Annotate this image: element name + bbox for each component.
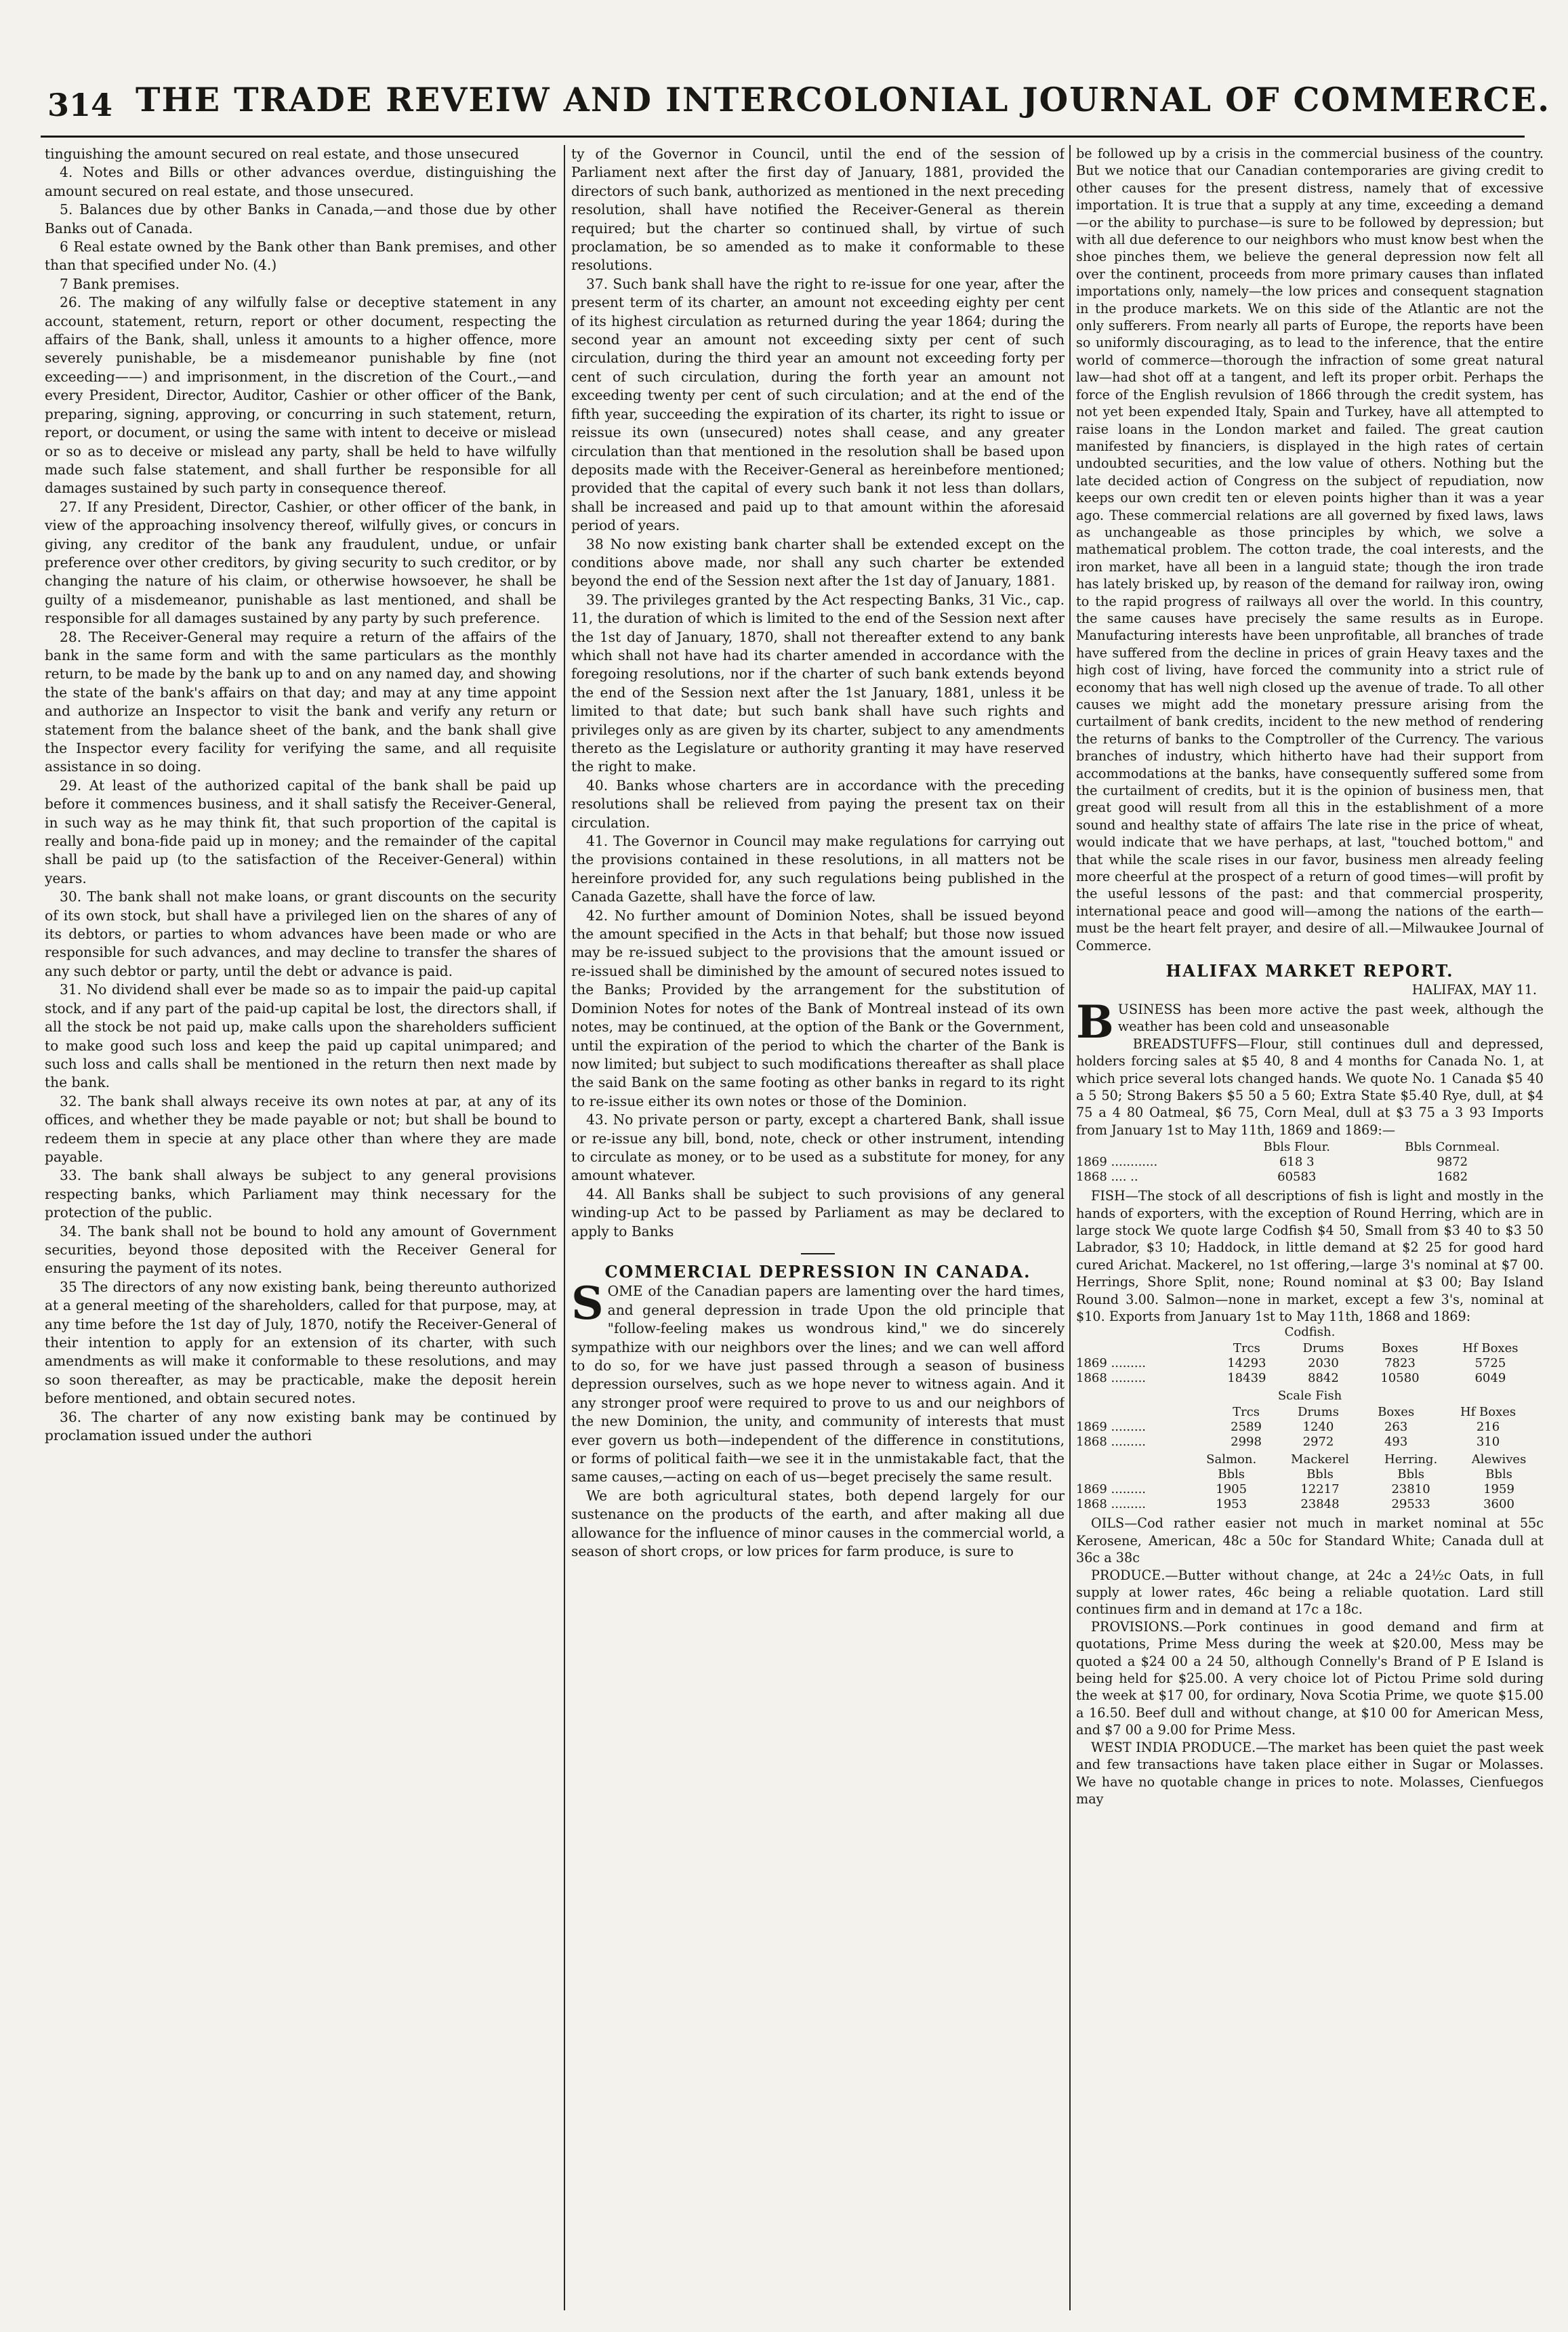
market-dateline: HALIFAX, MAY 11. <box>1411 981 1537 998</box>
paragraph: PRODUCE.—Butter without change, at 24c a 24½c Oats, in full supply at lower rates, 46c being a reliable quotation. Lard still continues firm and in demand at 17c a 18c. <box>1076 1567 1544 1618</box>
codfish-exports-table <box>1076 1341 1544 1386</box>
paragraph: 5. Balances due by other Banks in Canada,—and those due by other Banks out of Canada. <box>45 201 556 237</box>
scalefish-exports-table <box>1076 1405 1544 1450</box>
paragraph: 32. The bank shall always receive its own notes at par, at any of its offices, and whether they be made payable or not; but shall be bound to redeem them in specie at any place other than where they are made payable. <box>45 1092 556 1165</box>
paragraph: 36. The charter of any now existing bank may be continued by proclamation issued under the authori <box>45 1408 556 1444</box>
table-header <box>1076 1405 1544 1420</box>
paragraph: 27. If any President, Director, Cashier, or other officer of the bank, in view of the approaching insolvency thereof, wilfully gives, or concurs in giving, any creditor of the bank any fraudulent, undue, or unfair preference over other creditors, by giving security to such creditor, or by changing the nature of his claim, or otherwise howsoever, he shall be guilty of a misdemeanor, punishable as last mentioned, and shall be responsible for all damages sustained by any party by such preference. <box>45 498 556 627</box>
salmon-mackerel-table <box>1076 1452 1544 1512</box>
paragraph: BREADSTUFFS—Flour, still continues dull and depressed, holders forcing sales at $5 40, 8 and 4 months for Canada No. 1, at which price several lots changed hands. We quote No. 1 Canada $5 40 a 5 50; Strong Bakers $5 50 a 5 60; Extra State $5.40 Rye, dull, at $4 75 a 4 80 Oatmeal, $6 75, Corn Meal, dull at $3 75 a 3 93 Imports from January 1st to May 11th, 1869 and 1869:— <box>1076 1036 1544 1138</box>
header-cell <box>1076 1405 1215 1420</box>
table-cell: 1869 ......... <box>1076 1420 1147 1435</box>
header-cell: Hf Boxes <box>1460 1405 1517 1420</box>
table-cell: 310 <box>1476 1435 1500 1450</box>
table-caption: Scale Fish <box>1277 1389 1342 1404</box>
table-header <box>1076 1452 1544 1467</box>
column-1 <box>45 145 556 2310</box>
flour-imports-table <box>1076 1140 1544 1185</box>
table-cell: 1953 <box>1216 1497 1247 1512</box>
table-row <box>1076 1435 1544 1450</box>
table-cell: 1868 ......... <box>1076 1371 1147 1386</box>
paragraph: 30. The bank shall not make loans, or grant discounts on the security of its own stock, but shall have a privileged lien on the shares of any of its debtors, or parties to whom advances have been made or who are responsible for such advances, and may decline to transfer the shares of any such debtor or party, until the debt or advance is paid. <box>45 888 556 979</box>
paragraph: ty of the Governor in Council, until the end of the session of Parliament next after the first day of January, 1881, provided the directors of such bank, authorized as mentioned in the next preceding resolution, shall have notified the Receiver-General as therein required; but the charter so continued shall, by virtue of such proclamation, be so amended as to make it conformable to these resolutions. <box>571 146 1065 274</box>
table-caption: Codfish. <box>1284 1325 1336 1340</box>
paragraph: OILS—Cod rather easier not much in market nominal at 55c Kerosene, American, 48c a 50c for Standard White; Canada dull at 36c a 38c <box>1076 1515 1544 1566</box>
table-cell: 6049 <box>1474 1371 1506 1386</box>
header-cell: Bbls <box>1218 1467 1245 1482</box>
paragraph: 31. No dividend shall ever be made so as to impair the paid-up capital stock, and if any part of the paid-up capital be lost, the directors shall, if all the stock be not paid up, make calls upon the shareholders sufficient to make good such loss and keep the paid up capital unimpared; and such loss and calls shall be mentioned in the return then next made by the bank. <box>45 981 556 1091</box>
header-cell: Herring. <box>1384 1452 1438 1467</box>
header-cell: Alewives <box>1471 1452 1527 1467</box>
header-cell <box>1076 1467 1191 1482</box>
page-header <box>41 80 1551 134</box>
header-cell: Hf Boxes <box>1462 1341 1519 1356</box>
header-cell <box>1076 1452 1191 1467</box>
section-rule <box>801 1253 835 1254</box>
paragraph: 28. The Receiver-General may require a return of the affairs of the bank in the same form and with the same particulars as the monthly return, to be made by the bank up to and on any named day, and showing the state of the bank's affairs on that day; and may at any time appoint and authorize an Inspector to visit the bank and verify any return or statement from the balance sheet of the bank, and the bank shall give the Inspector every facility for verifying the same, and all requisite assistance in so doing. <box>45 628 556 775</box>
table-cell: 14293 <box>1227 1356 1266 1371</box>
header-cell: Salmon. <box>1206 1452 1257 1467</box>
table-cell: 23810 <box>1391 1482 1430 1497</box>
table-cell: 10580 <box>1380 1371 1420 1386</box>
table-cell: 1868 ......... <box>1076 1497 1147 1512</box>
column-2 <box>571 145 1065 2310</box>
table-cell: 2030 <box>1308 1356 1339 1371</box>
paragraph-text: OME of the Canadian papers are lamenting over the hard times, and general depression in trade Upon the old principle that "follow-feeling makes us wondrous kind," we do sincerely sympathize with our neighbors over the lines; and we can well afford to do so, for we have just passed through a season of business depression ourselves, such as we hope never to witness again. And it any stronger proof were required to prove to us and our neighbors of the new Dominion, the unity, and community of interests that must ever govern us both—independent of the difference in constitutions, or forms of political faith—we see it in the unmistakable fact, that the same causes,—acting on each of us—beget precisely the same result. <box>571 1283 1065 1486</box>
column-3 <box>1076 145 1544 2310</box>
table-row <box>1076 1356 1544 1371</box>
table-cell: 5725 <box>1474 1356 1506 1371</box>
table-cell: 1959 <box>1483 1482 1514 1497</box>
table-row <box>1076 1497 1544 1512</box>
table-cell: 29533 <box>1391 1497 1430 1512</box>
table-cell: 216 <box>1476 1420 1500 1435</box>
market-heading: HALIFAX MARKET REPORT. <box>1165 961 1454 981</box>
table-cell: 2998 <box>1231 1435 1262 1450</box>
paragraph: We are both agricultural states, both depend largely for our sustenance on the products of the earth, and after making all due allowance for the influence of minor causes in the commercial world, a season of short crops, or low prices for farm produce, is sure to <box>571 1487 1065 1560</box>
header-cell: Bbls <box>1306 1467 1334 1482</box>
paragraph: 26. The making of any wilfully false or deceptive statement in any account, statement, return, report or other document, respecting the affairs of the Bank, shall, unless it amounts to a higher offence, more severely punishable, be a misdemeanor punishable by fine (not exceeding——) and imprisonment, in the discretion of the Court.,—and every President, Director, Auditor, Cashier or other officer of the Bank, preparing, signing, approving, or concurring in such statement, return, report, or document, or using the same with intent to deceive or mislead or so as to deceive or mislead any party, shall be held to have wilfully made such false statement, and shall further be responsible for all damages sustained by such party in consequence thereof. <box>45 294 556 497</box>
header-cell: Bbls <box>1485 1467 1512 1482</box>
table-cell: 493 <box>1384 1435 1408 1450</box>
paragraph: 39. The privileges granted by the Act respecting Banks, 31 Vic., cap. 11, the duration of which is limited to the end of the Session next after the 1st day of January, 1870, shall not thereafter extend to any bank which shall not have had its charter amended in accordance with the foregoing resolutions, nor if the charter of such bank extends beyond the end of the Session next after the 1st January, 1881, unless it be limited to that date; but such bank shall have such rights and privileges only as are given by its charter, subject to any amendments thereto as the Legislature or authority granting it may have reserved the right to make. <box>571 591 1065 775</box>
table-cell: 23848 <box>1300 1497 1340 1512</box>
paragraph: FISH—The stock of all descriptions of fish is light and mostly in the hands of exporters, with the exception of Round Herring, which are in large stock We quote large Codfish $4 50, Small from $3 40 to $3 50 Labrador, $3 10; Haddock, in little demand at $2 25 for good hard cured Arichat. Mackerel, no 1st offering,—large 3's nominal at $7 00. Herrings, Shore Split, none; Round nominal at $3 00; Bay Island Round 3.00. Salmon—none in market, except a few 3's, nominal at $10. Exports from January 1st to May 11th, 1868 and 1869: <box>1076 1188 1544 1324</box>
header-cell: Bbls <box>1397 1467 1424 1482</box>
table-cell: 263 <box>1384 1420 1408 1435</box>
table-cell: 18439 <box>1227 1371 1266 1386</box>
table-cell: 3600 <box>1483 1497 1514 1512</box>
table-row <box>1076 1155 1544 1170</box>
paragraph: 34. The bank shall not be bound to hold any amount of Government securities, beyond those deposited with the Receiver General for ensuring the payment of its notes. <box>45 1223 556 1277</box>
column-divider <box>1069 145 1071 2310</box>
header-cell: Boxes <box>1378 1405 1415 1420</box>
paragraph: WEST INDIA PRODUCE.—The market has been quiet the past week and few transactions have taken place either in Sugar or Molasses. We have no quotable change in prices to note. Molasses, Cienfuegos may <box>1076 1739 1544 1807</box>
drop-cap: S <box>571 1277 604 1330</box>
table-header <box>1076 1341 1544 1356</box>
journal-title: THE TRADE REVEIW AND INTERCOLONIAL JOURNAL OF COMMERCE. <box>136 80 1551 119</box>
header-cell: Mackerel <box>1291 1452 1349 1467</box>
table-cell: 12217 <box>1300 1482 1340 1497</box>
paragraph: 33. The bank shall always be subject to any general provisions respecting banks, which Parliament may think necessary for the protection of the public. <box>45 1167 556 1221</box>
table-cell: 8842 <box>1308 1371 1339 1386</box>
table-cell: 1868 .... .. <box>1076 1170 1138 1185</box>
header-cell: Bbls Cornmeal. <box>1405 1140 1500 1155</box>
table-cell: 618 3 <box>1279 1155 1315 1170</box>
drop-cap: B <box>1076 995 1114 1048</box>
table-cell: 60583 <box>1277 1170 1317 1185</box>
header-cell: Trcs <box>1233 1341 1260 1356</box>
paragraph <box>1076 995 1544 1048</box>
table-row <box>1076 1482 1544 1497</box>
paragraph: 42. No further amount of Dominion Notes, shall be issued beyond the amount specified in the Acts in that behalf; but those now issued may be re-issued subject to the provisions that the amount issued or re-issued shall be diminished by the amount of secured notes issued to the Banks; Provided by the arrangement for the substitution of Dominion Notes for notes of the Bank of Montreal instead of its own notes, may be continued, at the option of the Bank or the Government, until the expiration of the period to which the charter of the Bank is now limited; but subject to such modifications thereafter as shall place the said Bank on the same footing as other banks in regard to its right to re-issue either its own notes or those of the Dominion. <box>571 907 1065 1109</box>
paragraph: 7 Bank premises. <box>60 275 180 292</box>
table-header <box>1076 1140 1544 1155</box>
paragraph <box>571 1277 1065 1486</box>
header-cell: Trcs <box>1233 1405 1260 1420</box>
paragraph: 4. Notes and Bills or other advances overdue, distinguishing the amount secured on real estate, and those unsecured. <box>45 164 556 199</box>
table-cell: 1869 ......... <box>1076 1356 1147 1371</box>
header-cell <box>1076 1140 1233 1155</box>
paragraph-text: USINESS has been more active the past week, although the weather has been cold and unseasonable <box>1117 1001 1544 1035</box>
table-subheader <box>1076 1467 1544 1482</box>
table-cell: 1905 <box>1216 1482 1247 1497</box>
paragraph: be followed up by a crisis in the commercial business of the country. But we notice that our Canadian contemporaries are giving credit to other causes for the present distress, namely that of excessive importation. It is true that a supply at any time, exceeding a demand—or the ability to purchase—is sure to be followed by depression; but with all due deference to our neighbors who must know best when the shoe pinches them, we believe the general depression now felt all over the continent, proceeds from more primary causes than inflated importations only, namely—the low prices and consequent stagnation in the produce markets. We on this side of the Atlantic are not the only sufferers. From nearly all parts of Europe, the reports have been so uniformly discouraging, as to lead to the inference, that the entire world of commerce—thorough the infraction of some great natural law—had shot off at a tangent, and left its proper orbit. Perhaps the force of the English revulsion of 1866 through the credit system, has not yet been expended Italy, Spain and Turkey, have all attempted to raise loans in the London market and failed. The great caution manifested by financiers, is displayed in the high rates of certain undoubted securities, and the low value of others. Nothing but the late decided action of Congress on the subject of repudiation, now keeps our own credit ten or eleven points higher than it was a year ago. These commercial relations are all governed by fixed laws, laws as unchangeable as those principles by which, we solve a mathematical problem. The cotton trade, the coal interests, and the iron market, have all been in a languid state; though the iron trade has lately brisked up, by reason of the demand for railway iron, owing to the rapid progress of railways all over the world. In this country, the same causes have precisely the same results as in Europe. Manufacturing interests have been unprofitable, all branches of trade have suffered from the decline in prices of grain Heavy taxes and the high cost of living, have forced the community into a strict rule of economy that has well nigh closed up the avenue of trade. To all other causes we might add the monetary pressure arising from the curtailment of bank credits, incident to the new method of rendering the returns of banks to the Comptroller of the Currency. The various branches of industry, which hitherto have had their support from accommodations at the banks, have consequently suffered some from the curtailment of credits, but it is the opinion of business men, that great good will result from all this in the establishment of a more sound and healthy state of affairs The late rise in the price of wheat, would indicate that we have perhaps, at last, "touched bottom," and that while the scale rises in our favor, business men already feeling more cheerful at the prospect of a return of good times—will profit by the useful lessons of the past: and that commercial prosperity, international peace and good will—among the nations of the earth—must be the heart felt prayer, and desire of all.—Milwaukee Journal of Commerce. <box>1076 146 1544 954</box>
table-row <box>1076 1371 1544 1386</box>
table-cell: 2589 <box>1231 1420 1262 1435</box>
table-cell: 1240 <box>1302 1420 1334 1435</box>
column-divider <box>564 145 565 2310</box>
article-heading: COMMERCIAL DEPRESSION IN CANADA. <box>604 1261 1031 1282</box>
header-cell: Boxes <box>1381 1341 1419 1356</box>
paragraph: 38 No now existing bank charter shall be extended except on the conditions above made, nor shall any such charter be extended beyond the end of the Session next after the 1st day of January, 1881. <box>571 535 1065 590</box>
paragraph: tinguishing the amount secured on real estate, and those unsecured <box>45 146 519 162</box>
paragraph: 40. Banks whose charters are in accordance with the preceding resolutions shall be relieved from paying the present tax on their circulation. <box>571 777 1065 831</box>
table-cell: 9872 <box>1437 1155 1468 1170</box>
paragraph: 41. The Governor in Council may make regulations for carrying out the provisions contained in these resolutions, in all matters not be hereinfore provided for, any such regulations being published in the Canada Gazette, shall have the force of law. <box>571 833 1065 905</box>
paragraph: 44. All Banks shall be subject to such provisions of any general winding-up Act to be passed by Parliament as may be declared to apply to Banks <box>571 1185 1065 1240</box>
table-cell: 1869 ............ <box>1076 1155 1158 1170</box>
paragraph: 37. Such bank shall have the right to re-issue for one year, after the present term of its charter, an amount not exceeding eighty per cent of its highest circulation as returned during the year 1864; during the second year an amount not exceeding sixty per cent of such circulation, during the third year an amount not exceeding forty per cent of such circulation, during the forth year an amount not exceeding twenty per cent of such circulation; and at the end of the fifth year, succeeding the expiration of its charter, its right to issue or reissue its own (unsecured) notes shall cease, and any greater circulation than that mentioned in the resolution shall be based upon deposits made with the Receiver-General as hereinbefore mentioned; provided that the capital of every such bank it not less than dollars, shall be increased and paid up to that amount within the aforesaid period of years. <box>571 275 1065 534</box>
header-rule <box>41 136 1525 138</box>
table-cell: 1868 ......... <box>1076 1435 1147 1450</box>
table-row <box>1076 1170 1544 1185</box>
paragraph: 35 The directors of any now existing bank, being thereunto authorized at a general meeting of the shareholders, called for that purpose, may, at any time before the 1st day of July, 1870, notify the Receiver-General of their intention to apply for an extension of its charter, with such amendments as will make it conformable to these resolutions, and may so soon thereafter, as may be practicable, make the deposit herein before mentioned, and obtain secured notes. <box>45 1278 556 1407</box>
table-cell: 7823 <box>1384 1356 1416 1371</box>
header-cell <box>1076 1341 1210 1356</box>
header-cell: Drums <box>1302 1341 1344 1356</box>
table-row <box>1076 1420 1544 1435</box>
header-cell: Drums <box>1298 1405 1339 1420</box>
header-cell: Bbls Flour. <box>1263 1140 1330 1155</box>
paragraph: PROVISIONS.—Pork continues in good demand and firm at quotations, Prime Mess during the week at $20.00, Mess may be quoted a $24 00 a 24 50, although Connelly's Brand of P E Island is being held for $25.00. A very choice lot of Pictou Prime sold during the week at $17 00, for ordinary, Nova Scotia Prime, we quote $15.00 a 16.50. Beef dull and without change, at $10 00 for American Mess, and $7 00 a 9.00 for Prime Mess. <box>1076 1618 1544 1738</box>
page-number: 314 <box>47 87 113 123</box>
paragraph: 29. At least of the authorized capital of the bank shall be paid up before it commences business, and it shall satisfy the Receiver-General, in such way as he may think fit, that such proportion of the capital is really and bona-fide paid up in money; and the remainder of the capital shall be paid up (to the satisfaction of the Receiver-General) within years. <box>45 777 556 886</box>
paragraph: 6 Real estate owned by the Bank other than Bank premises, and other than that specified under No. (4.) <box>45 239 556 274</box>
table-cell: 2972 <box>1302 1435 1334 1450</box>
table-cell: 1682 <box>1437 1170 1468 1185</box>
paragraph: 43. No private person or party, except a chartered Bank, shall issue or re-issue any bill, bond, note, check or other instrument, intending to circulate as money, or to be used as a substitute for money, for any amount whatever. <box>571 1111 1065 1184</box>
table-cell: 1869 ......... <box>1076 1482 1147 1497</box>
